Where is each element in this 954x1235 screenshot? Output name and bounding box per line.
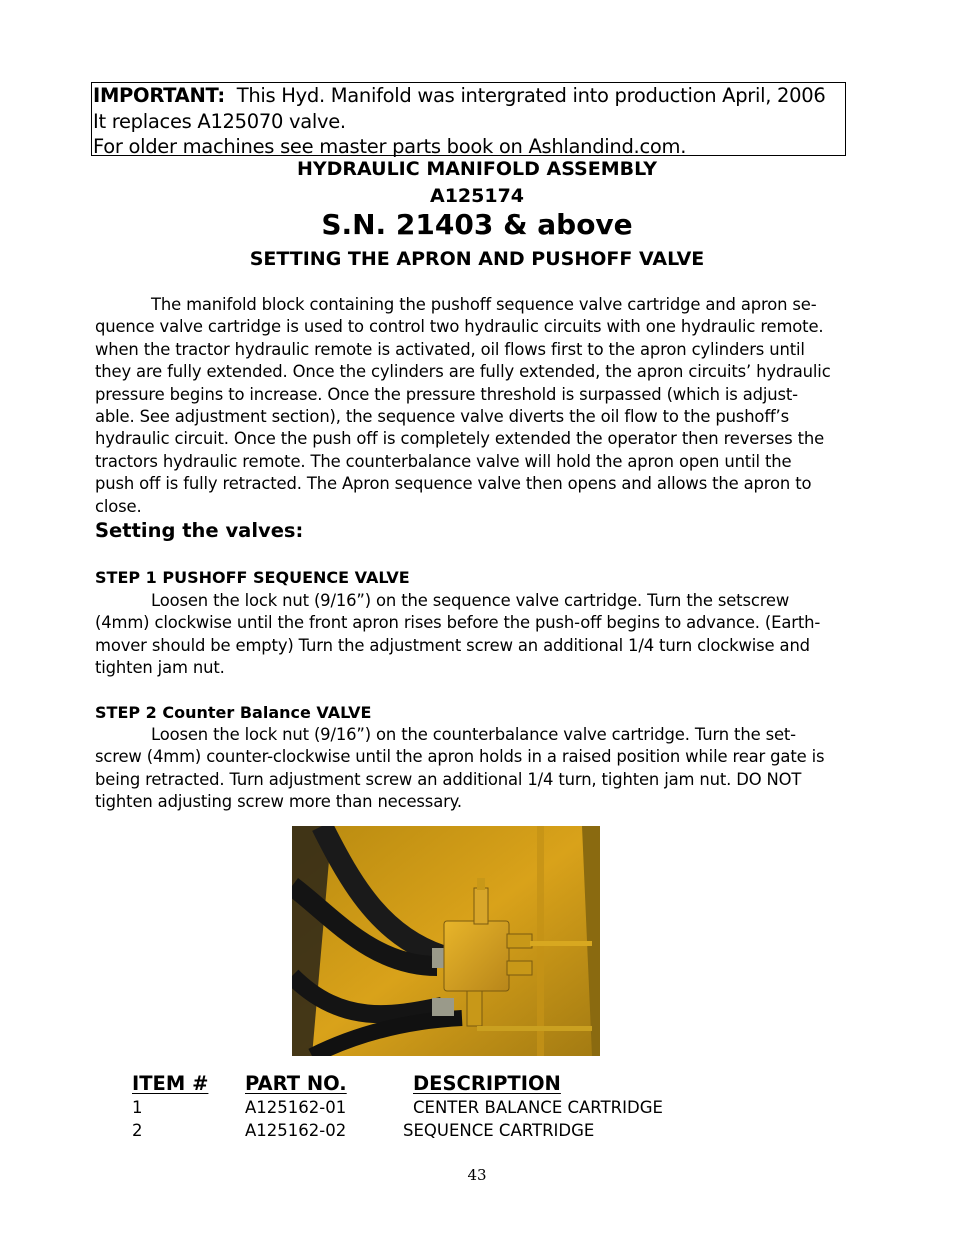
notice-line-3: For older machines see master parts book on Ashlandind.com. (93, 135, 687, 158)
step1-line: tighten jam nut. (95, 658, 225, 678)
intro-line: pressure begins to increase. Once the pressure threshold is surpassed (which is adjust- (95, 384, 798, 404)
header-part-no: PART NO. (245, 1072, 347, 1095)
step2-line: tighten adjusting screw more than necessary. (95, 792, 462, 812)
row-part-no: A125162-01 (245, 1098, 347, 1117)
notice-line-2: It replaces A125070 valve. (93, 109, 346, 133)
section-title: SETTING THE APRON AND PUSHOFF VALVE (249, 248, 705, 270)
intro-paragraph (95, 294, 853, 518)
step2-line: screw (4mm) counter-clockwise until the apron holds in a raised position while rear gate is (95, 747, 825, 767)
step2-line: Loosen the lock nut (9/16”) on the counterbalance valve cartridge. Turn the set- (151, 725, 796, 744)
assembly-part-number: A125174 (429, 185, 525, 207)
manifold-photo (292, 826, 600, 1056)
step2-heading: STEP 2 Counter Balance VALVE (95, 703, 372, 722)
notice-label: IMPORTANT: (93, 84, 225, 107)
intro-line: push off is fully retracted. The Apron sequence valve then opens and allows the apron to (95, 474, 812, 494)
step2-line: being retracted. Turn adjustment screw an additional 1/4 turn, tighten jam nut. DO NOT (95, 769, 802, 789)
row-description: SEQUENCE CARTRIDGE (403, 1121, 595, 1140)
intro-line: when the tractor hydraulic remote is activated, oil flows first to the apron cylinders until (95, 339, 805, 359)
step1-paragraph (95, 590, 853, 680)
row-description: CENTER BALANCE CARTRIDGE (413, 1098, 663, 1117)
intro-line: close. (95, 496, 142, 516)
step1-line: mover should be empty) Turn the adjustment screw an additional 1/4 turn clockwise and (95, 635, 810, 655)
intro-line: hydraulic circuit. Once the push off is completely extended the operator then reverses the (95, 429, 825, 449)
intro-line: tractors hydraulic remote. The counterbalance valve will hold the apron open until the (95, 451, 792, 471)
step1-line: Loosen the lock nut (9/16”) on the sequence valve cartridge. Turn the setscrew (151, 591, 790, 610)
intro-line: able. See adjustment section), the sequence valve diverts the oil flow to the pushoff’s (95, 407, 790, 427)
intro-line: they are fully extended. Once the cylinders are fully extended, the apron circuits’ hydraulic (95, 362, 831, 382)
step1-line: (4mm) clockwise until the front apron rises before the push-off begins to advance. (Earth- (95, 613, 821, 633)
setting-valves-heading: Setting the valves: (95, 519, 304, 542)
serial-number-heading: S.N. 21403 & above (321, 208, 633, 241)
intro-line: quence valve cartridge is used to control two hydraulic circuits with one hydraulic remote. (95, 317, 824, 337)
notice-line-1: This Hyd. Manifold was intergrated into production April, 2006 (236, 84, 826, 107)
step2-paragraph (95, 724, 853, 814)
intro-line: The manifold block containing the pushoff sequence valve cartridge and apron se- (151, 295, 817, 314)
important-notice-box (91, 82, 846, 156)
header-item: ITEM # (132, 1072, 209, 1095)
step1-heading: STEP 1 PUSHOFF SEQUENCE VALVE (95, 568, 410, 587)
row-item: 2 (132, 1121, 143, 1140)
page-number: 43 (467, 1166, 487, 1184)
header-description: DESCRIPTION (413, 1072, 561, 1095)
row-item: 1 (132, 1098, 143, 1117)
row-part-no: A125162-02 (245, 1121, 347, 1140)
page-title: HYDRAULIC MANIFOLD ASSEMBLY (296, 158, 658, 180)
